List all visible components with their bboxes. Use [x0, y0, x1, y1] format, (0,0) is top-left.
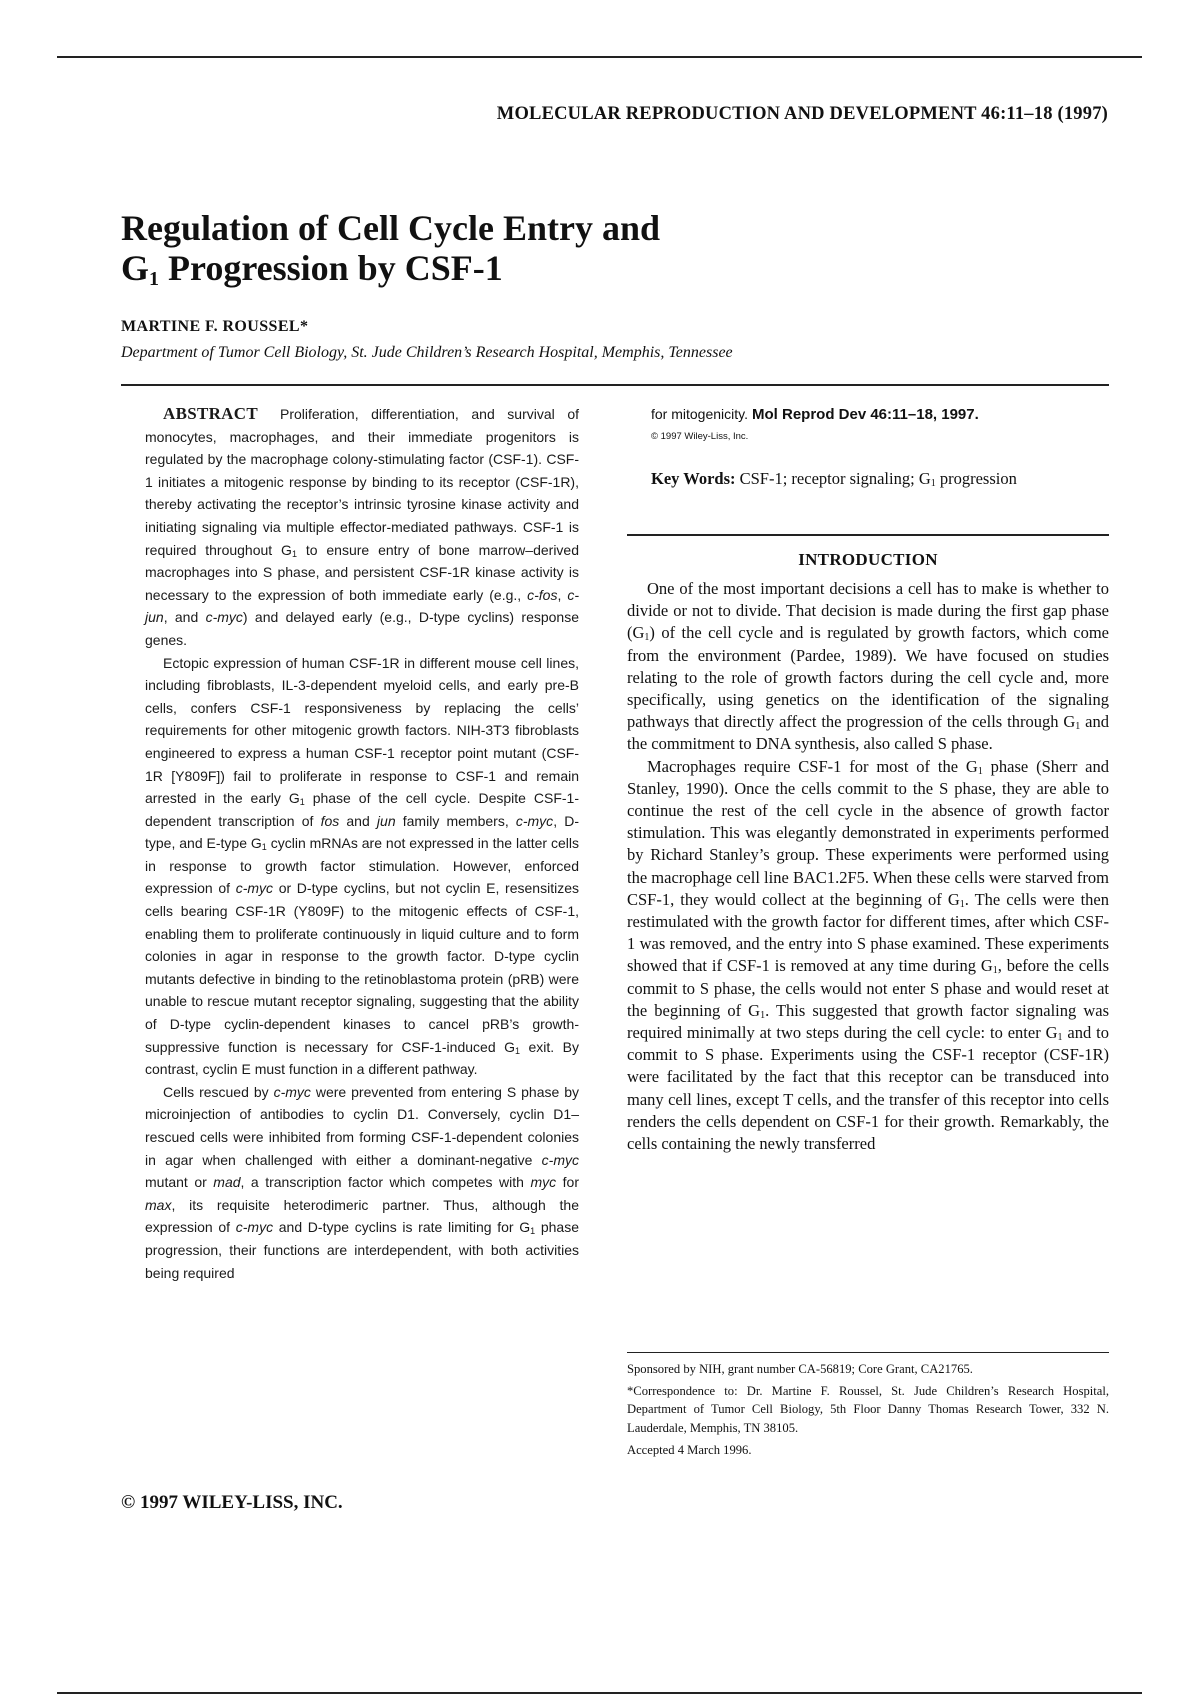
- abstract-paragraph-3: [145, 1081, 579, 1284]
- gene-name: c-myc: [235, 880, 274, 897]
- text-run: , and: [163, 609, 206, 626]
- footnotes: [627, 1360, 1109, 1463]
- text-run: or D-type cyclins, but not cyclin E, resensitizes cells bearing CSF-1R (Y809F) to the mitogenic effects of CSF-1, enabling them to proliferate continuously in liquid culture and to form colonies in agar in response to the growth factor. D-type cyclin mutants defective in binding to the retinoblastoma protein (pRB) were unable to rescue mutant receptor signaling, suggesting that the ability of D-type cyclin-dependent kinases to cancel pRB’s growth-suppressive function is necessary for CSF-1-induced G: [145, 880, 579, 1055]
- text-run: phase of the cell cycle. Despite CSF-1-dependent transcription of: [145, 790, 579, 829]
- author-name: MARTINE F. ROUSSEL*: [121, 318, 309, 335]
- gene-name: c-myc: [205, 609, 243, 626]
- text-run: . The cells were then restimulated with the growth factor for different times, after which CSF-1 was removed, and the entry into S phase examined. These experiments showed that if CSF-1 is removed at any time during G: [627, 889, 1109, 976]
- gene-name: myc: [530, 1174, 557, 1191]
- text-run: CSF-1; receptor signaling; G: [735, 469, 931, 488]
- abstract-paragraph-1: [145, 403, 579, 652]
- text-run: phase progression, their functions are interdependent, with both activities being required: [145, 1219, 579, 1281]
- copyright-footer: © 1997 WILEY-LISS, INC.: [121, 1492, 343, 1513]
- title-line-1: Regulation of Cell Cycle Entry and: [121, 208, 660, 248]
- text-run: Proliferation, differentiation, and survival of monocytes, macrophages, and their immediate progenitors is regulated by the macrophage colony-stimulating factor (CSF-1). CSF-1 initiates a mitogenic response by binding to its receptor (CSF-1R), thereby activating the receptor’s intrinsic tyrosine kinase activity and initiating signaling via multiple effector-mediated pathways. CSF-1 is required throughout G: [145, 406, 579, 558]
- abstract-copyright: © 1997 Wiley-Liss, Inc.: [651, 431, 749, 442]
- gene-name: c-myc: [273, 1083, 311, 1100]
- footnote-sponsor: Sponsored by NIH, grant number CA-56819; Core Grant, CA21765.: [627, 1362, 973, 1376]
- gene-name: c-myc: [235, 1219, 274, 1236]
- text-run: , its requisite heterodimeric partner. Thus, although the expression of: [145, 1196, 579, 1236]
- keywords: [651, 468, 1095, 490]
- text-run: ) and delayed early (e.g., D-type cyclins) response genes.: [145, 609, 579, 648]
- title-line-2-rest: Progression by CSF-1: [159, 248, 503, 288]
- keywords-rule: [627, 534, 1109, 536]
- subscript: 1: [644, 632, 650, 644]
- title-line-2-sub: 1: [149, 268, 160, 290]
- text-run: ) of the cell cycle and is regulated by growth factors, which come from the environment (Pardee, 1989). We have focused on studies relating to the role of growth factors during the cell cycle and, more specifically, using genetics on the identification of the signaling pathways that directly affect the progression of the cells through G: [627, 623, 1109, 732]
- subscript: 1: [1075, 721, 1081, 733]
- subscript: 1: [959, 898, 965, 910]
- text-run: ,: [557, 586, 568, 603]
- abstract: [145, 403, 579, 1284]
- gene-name: max: [145, 1196, 172, 1213]
- text-run: and D-type cyclins is rate limiting for G: [273, 1219, 531, 1236]
- text-run: Macrophages require CSF-1 for most of the G: [647, 756, 978, 776]
- text-run: and to commit to S phase. Experiments using the CSF-1 receptor (CSF-1R) were facilitated by the fact that this receptor can be transduced into many cell lines, except T cells, and the transfer of this receptor into cells renders the cells dependent on CSF-1 for their growth. Remarkably, the cells containing the newly transferred: [627, 1023, 1109, 1154]
- author-affiliation: Department of Tumor Cell Biology, St. Jude Children’s Research Hospital, Memphis, Tennessee: [121, 344, 733, 361]
- text-run: Ectopic expression of human CSF-1R in different mouse cell lines, including fibroblasts, IL-3-dependent myeloid cells, and early pre-B cells, confers CSF-1 responsiveness by replacing the cells’ requirements for other mitogenic growth factors. NIH-3T3 fibroblasts engineered to express a human CSF-1 receptor point mutant (CSF-1R [Y809F]) fail to proliferate in response to CSF-1 and remain arrested in the early G: [145, 654, 579, 807]
- text-run: exit. By contrast, cyclin E must function in a different pathway.: [145, 1038, 579, 1078]
- subscript: 1: [514, 1045, 520, 1056]
- subscript: 1: [299, 797, 305, 808]
- text-run: One of the most important decisions a cell has to make is whether to divide or not to divide. That decision is made during the first gap phase (G: [627, 579, 1109, 643]
- abstract-heading: ABSTRACT: [163, 404, 258, 423]
- gene-name: c-fos: [527, 586, 558, 603]
- text-run: Cells rescued by: [163, 1083, 274, 1100]
- text-run: and: [339, 812, 377, 829]
- subscript: 1: [291, 548, 297, 559]
- text-run: , a transcription factor which competes with: [240, 1174, 531, 1191]
- text-run: . This suggested that growth factor signaling was required minimally at two steps during the cell cycle: to enter G: [627, 1000, 1109, 1043]
- abstract-citation: Mol Reprod Dev 46:11–18, 1997.: [752, 406, 979, 423]
- gene-name: c-jun: [145, 586, 579, 626]
- text-run: and the commitment to DNA synthesis, also called S phase.: [627, 712, 1109, 754]
- text-run: progression: [935, 469, 1017, 488]
- header-rule: [121, 384, 1109, 386]
- footnote-accepted: Accepted 4 March 1996.: [627, 1442, 752, 1457]
- footnote-rule: [627, 1352, 1109, 1353]
- text-run: for: [556, 1174, 579, 1191]
- keywords-label: Key Words:: [651, 469, 736, 488]
- introduction-paragraph-2: [627, 756, 1109, 1156]
- subscript: 1: [1057, 1032, 1063, 1044]
- text-run: , before the cells commit to S phase, the cells would not enter S phase and would reset at the beginning of G: [627, 956, 1109, 1020]
- introduction-body: [627, 578, 1109, 1155]
- text-run: cyclin mRNAs are not expressed in the latter cells in response to growth factor stimulation. However, enforced expression of: [145, 835, 580, 897]
- journal-header: MOLECULAR REPRODUCTION AND DEVELOPMENT 46:11–18 (1997): [496, 104, 1108, 124]
- subscript: 1: [930, 478, 936, 489]
- gene-name: c-myc: [541, 1151, 579, 1168]
- text-run: mutant or: [145, 1174, 214, 1191]
- footnote-correspondence: *Correspondence to: Dr. Martine F. Roussel, St. Jude Children’s Research Hospital, Department of Tumor Cell Biology, 5th Floor Danny Thomas Research Tower, 332 N. Lauderdale, Memphis, TN 38105.: [627, 1384, 1109, 1435]
- gene-name: jun: [376, 812, 396, 829]
- text-run: to ensure entry of bone marrow–derived macrophages into S phase, and persistent CSF-1R kinase activity is necessary to the expression of both immediate early (e.g.,: [145, 541, 579, 603]
- gene-name: mad: [213, 1174, 241, 1191]
- subscript: 1: [530, 1226, 536, 1237]
- gene-name: fos: [320, 812, 340, 829]
- abstract-paragraph-2: [145, 652, 579, 1081]
- subscript: 1: [977, 765, 983, 777]
- subscript: 1: [760, 1009, 766, 1021]
- text-run: for mitogenicity.: [651, 406, 748, 422]
- introduction-heading: INTRODUCTION: [798, 550, 938, 569]
- article-title: [121, 208, 660, 299]
- bottom-rule: [57, 1692, 1142, 1694]
- subscript: 1: [261, 842, 267, 853]
- gene-name: c-myc: [515, 812, 554, 829]
- text-run: , D-type, and E-type G: [145, 812, 579, 852]
- title-line-2-prefix: G: [121, 248, 150, 288]
- subscript: 1: [992, 965, 998, 977]
- text-run: family members,: [395, 812, 516, 829]
- abstract-continuation: [651, 403, 1111, 426]
- text-run: were prevented from entering S phase by microinjection of antibodies to cyclin D1. Conversely, cyclin D1–rescued cells were inhibited from forming CSF-1-dependent colonies in agar when challenged with either a dominant-negative: [145, 1083, 579, 1168]
- top-rule: [57, 56, 1142, 58]
- text-run: phase (Sherr and Stanley, 1990). Once the cells commit to the S phase, they are able to continue the rest of the cell cycle in the absence of growth factor stimulation. This was elegantly demonstrated in experiments performed by Richard Stanley’s group. These experiments were performed using the macrophage cell line BAC1.2F5. When these cells were starved from CSF-1, they would collect at the beginning of G: [627, 756, 1109, 909]
- introduction-paragraph-1: [627, 578, 1109, 756]
